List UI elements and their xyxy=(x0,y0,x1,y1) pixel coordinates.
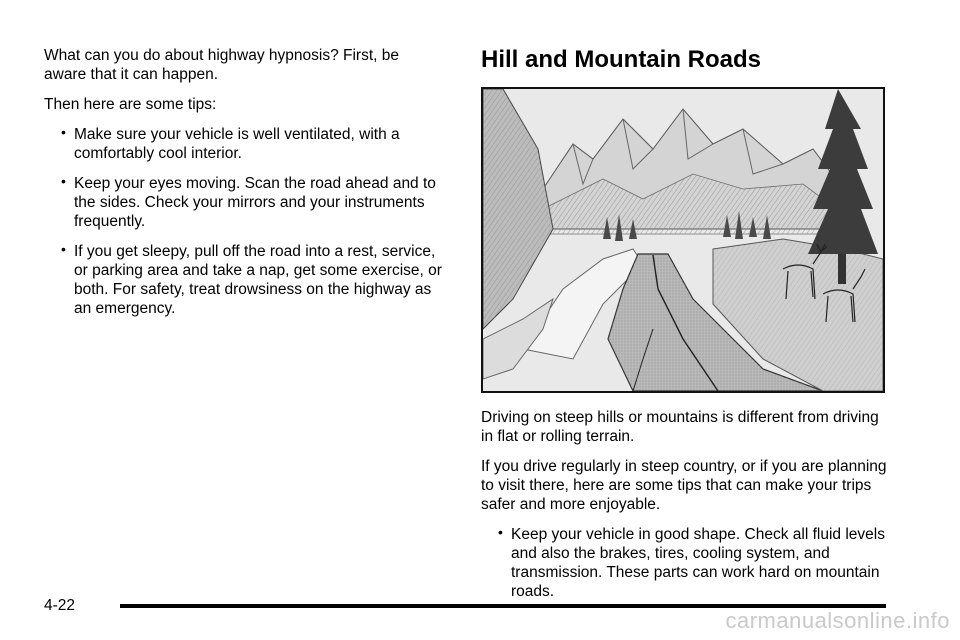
mountain-road-illustration xyxy=(481,87,885,393)
tip-item xyxy=(44,242,444,318)
bullet-icon: • xyxy=(61,241,66,257)
right-column-header xyxy=(481,46,891,86)
intro-paragraph: What can you do about highway hypnosis? First, be aware that it can happen. xyxy=(44,47,399,83)
mountain-road-drawing xyxy=(483,89,883,391)
terrain-paragraph: Driving on steep hills or mountains is different from driving in flat or rolling terrain. xyxy=(481,409,879,445)
bullet-icon: • xyxy=(61,124,66,140)
tip-text: Make sure your vehicle is well ventilated, with a comfortably cool interior. xyxy=(74,126,400,162)
page-number: 4-22 xyxy=(44,597,76,614)
tip-item xyxy=(481,525,891,601)
bullet-icon: • xyxy=(498,524,503,540)
right-column-body xyxy=(481,408,891,612)
tip-text: If you get sleepy, pull off the road into a rest, service, or parking area and take a nap, get some exercise, or both. For safety, treat drowsiness on the highway as an emergency. xyxy=(74,243,442,317)
tip-item xyxy=(44,125,444,163)
tip-text: Keep your eyes moving. Scan the road ahead and to the sides. Check your mirrors and your instruments frequently. xyxy=(74,175,436,230)
tips-lead: Then here are some tips: xyxy=(44,96,217,113)
watermark: carmanualsonline.info xyxy=(725,608,950,633)
section-heading: Hill and Mountain Roads xyxy=(481,46,761,73)
tip-text: Keep your vehicle in good shape. Check all fluid levels and also the brakes, tires, cooling system, and transmission. These parts can work hard on mountain roads. xyxy=(511,526,885,600)
tip-item xyxy=(44,174,444,231)
steep-country-paragraph: If you drive regularly in steep country, or if you are planning to visit there, here are some tips that can make your trips safer and more enjoyable. xyxy=(481,458,887,513)
left-column xyxy=(44,46,444,329)
bullet-icon: • xyxy=(61,173,66,189)
